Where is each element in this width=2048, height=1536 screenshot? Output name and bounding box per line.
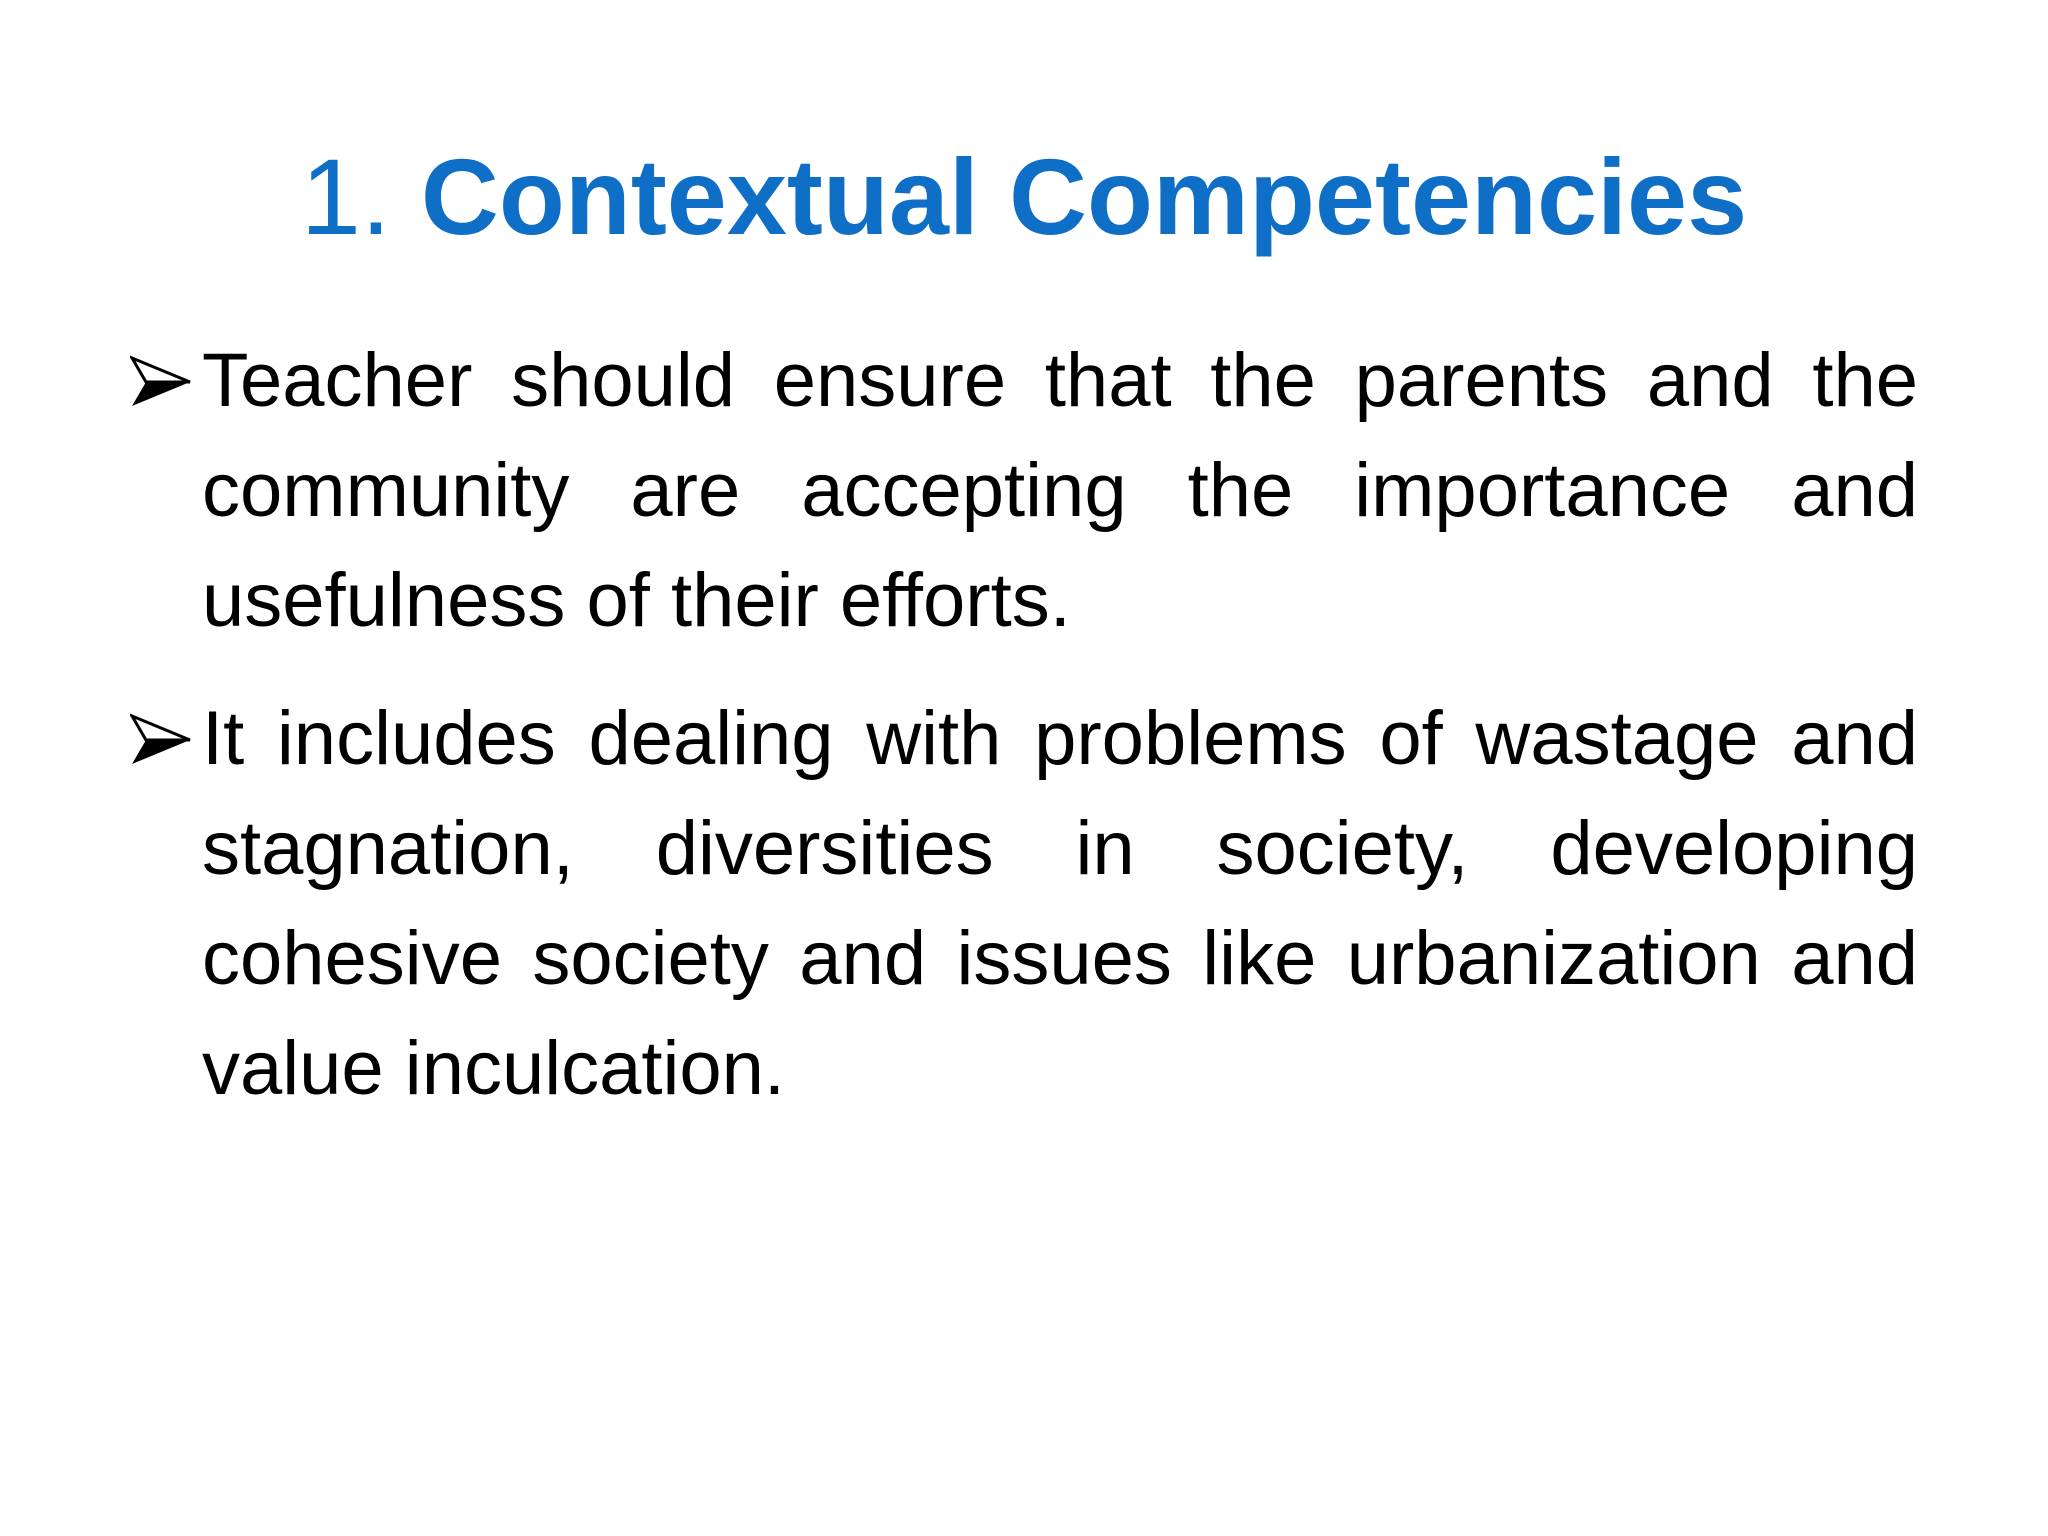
bullet-item-1 [128, 326, 1918, 656]
arrow-bullet-icon [130, 354, 192, 410]
bullet-item-2 [128, 684, 1918, 1124]
bullet-text-2: It includes dealing with problems of wastage and stagnation, diversities in society, developing cohesive society and issues like urbanization and value inculcation. [202, 696, 1918, 1111]
title-number: 1. [300, 136, 391, 257]
title-text: Contextual Competencies [420, 136, 1748, 257]
bullet-text-1: Teacher should ensure that the parents and the community are accepting the importance and usefulness of their efforts. [202, 338, 1918, 643]
slide-title [0, 132, 2048, 262]
bullet-list [128, 326, 1918, 1152]
arrow-bullet-icon [130, 712, 192, 768]
